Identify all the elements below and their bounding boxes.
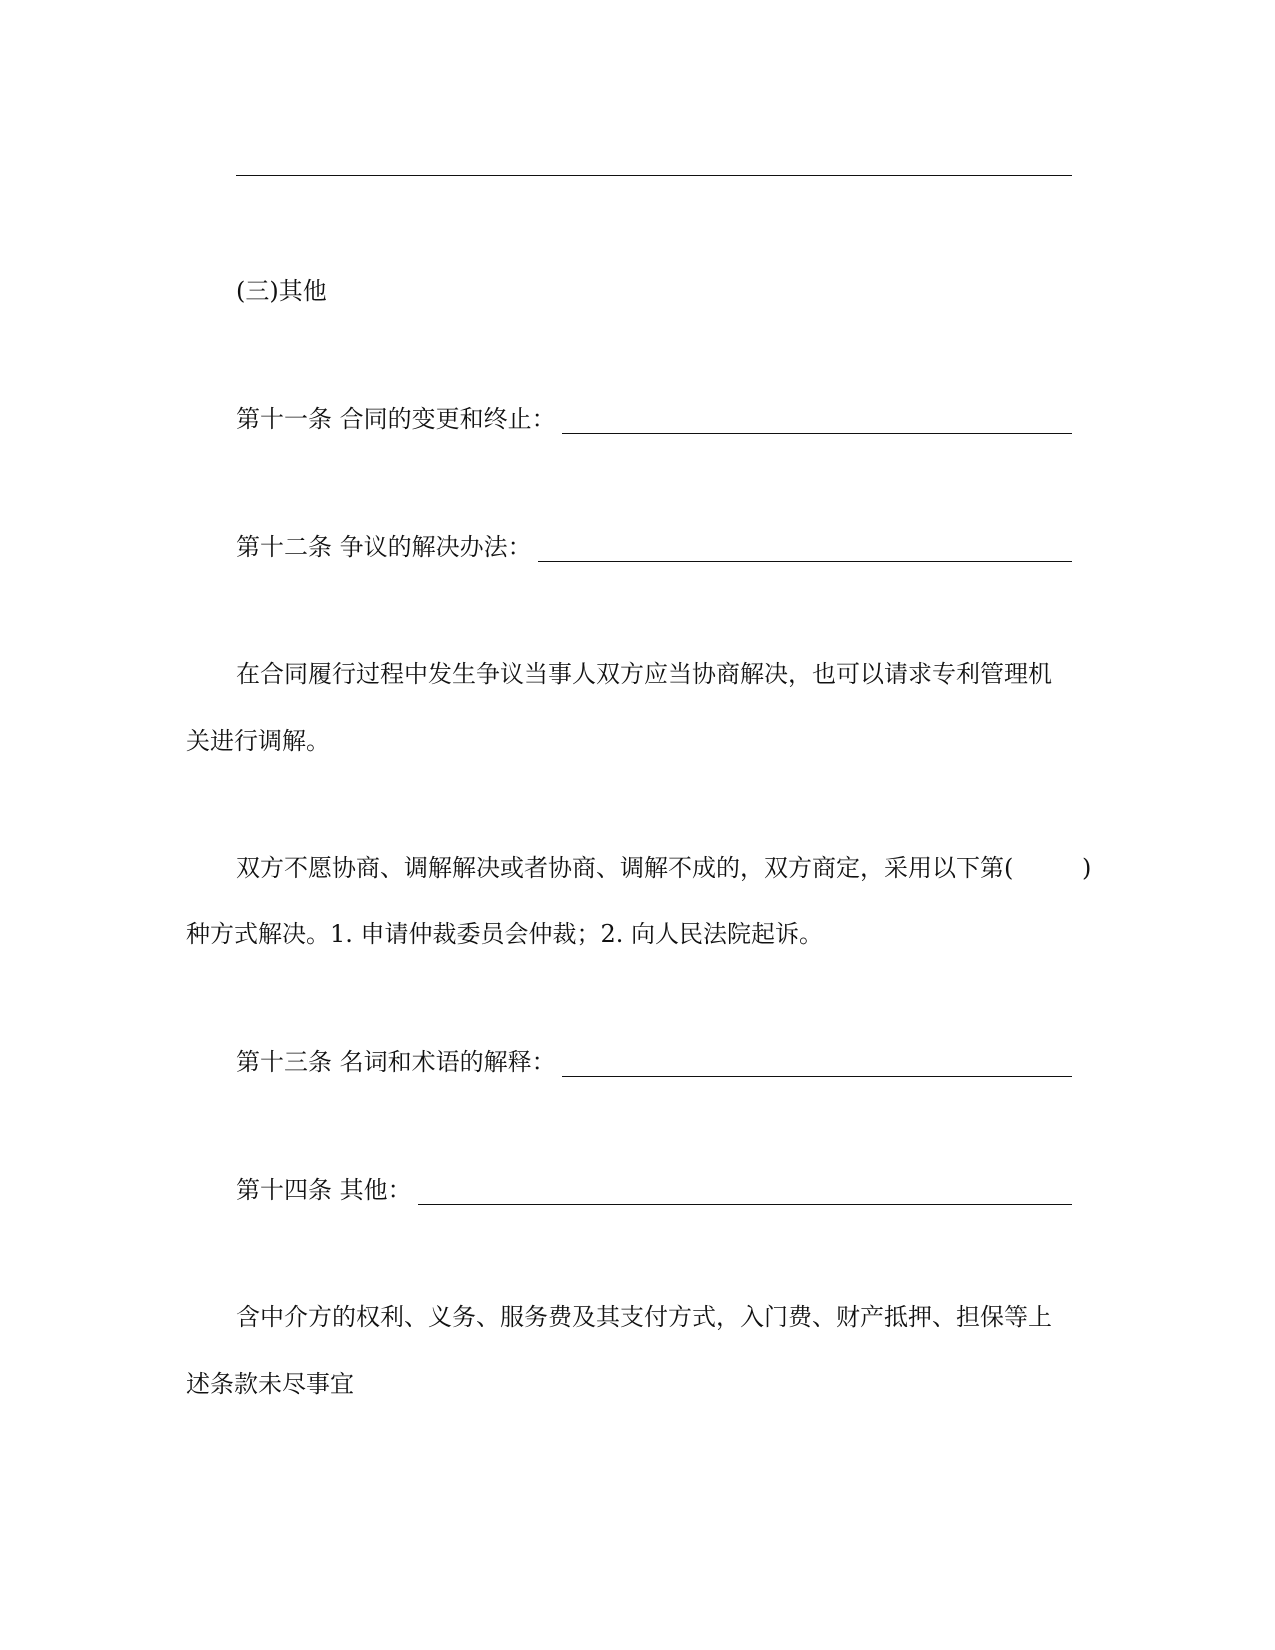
article-11-field [236,404,1072,434]
paragraph-method-line-2: 种方式解决。1. 申请仲裁委员会仲裁；2. 向人民法院起诉。 [186,920,824,948]
article-14-blank[interactable] [418,1182,1072,1205]
article-12-label: 第十二条 争议的解决办法： [236,533,532,561]
article-14-label: 第十四条 其他： [236,1176,412,1204]
article-14-field [236,1175,1072,1205]
article-12-blank[interactable] [538,539,1072,562]
section-heading: (三)其他 [236,277,327,305]
article-11-blank[interactable] [562,411,1072,434]
article-13-field [236,1047,1072,1077]
article-13-blank[interactable] [562,1054,1072,1077]
article-11-label: 第十一条 合同的变更和终止： [236,405,556,433]
method-choice-bracket-close: ) [1082,854,1092,882]
paragraph-dispute-line-1: 在合同履行过程中发生争议当事人双方应当协商解决，也可以请求专利管理机 [236,660,1052,688]
article-13-label: 第十三条 名词和术语的解释： [236,1048,556,1076]
paragraph-intermediary-line-1: 含中介方的权利、义务、服务费及其支付方式，入门费、财产抵押、担保等上 [236,1303,1052,1331]
paragraph-dispute-line-2: 关进行调解。 [186,727,330,755]
paragraph-method-line-1: 双方不愿协商、调解解决或者协商、调解不成的，双方商定，采用以下第( [236,854,1014,882]
paragraph-intermediary-line-2: 述条款未尽事宜 [186,1370,354,1398]
article-12-field [236,532,1072,562]
blank-fill-line[interactable] [236,175,1072,176]
